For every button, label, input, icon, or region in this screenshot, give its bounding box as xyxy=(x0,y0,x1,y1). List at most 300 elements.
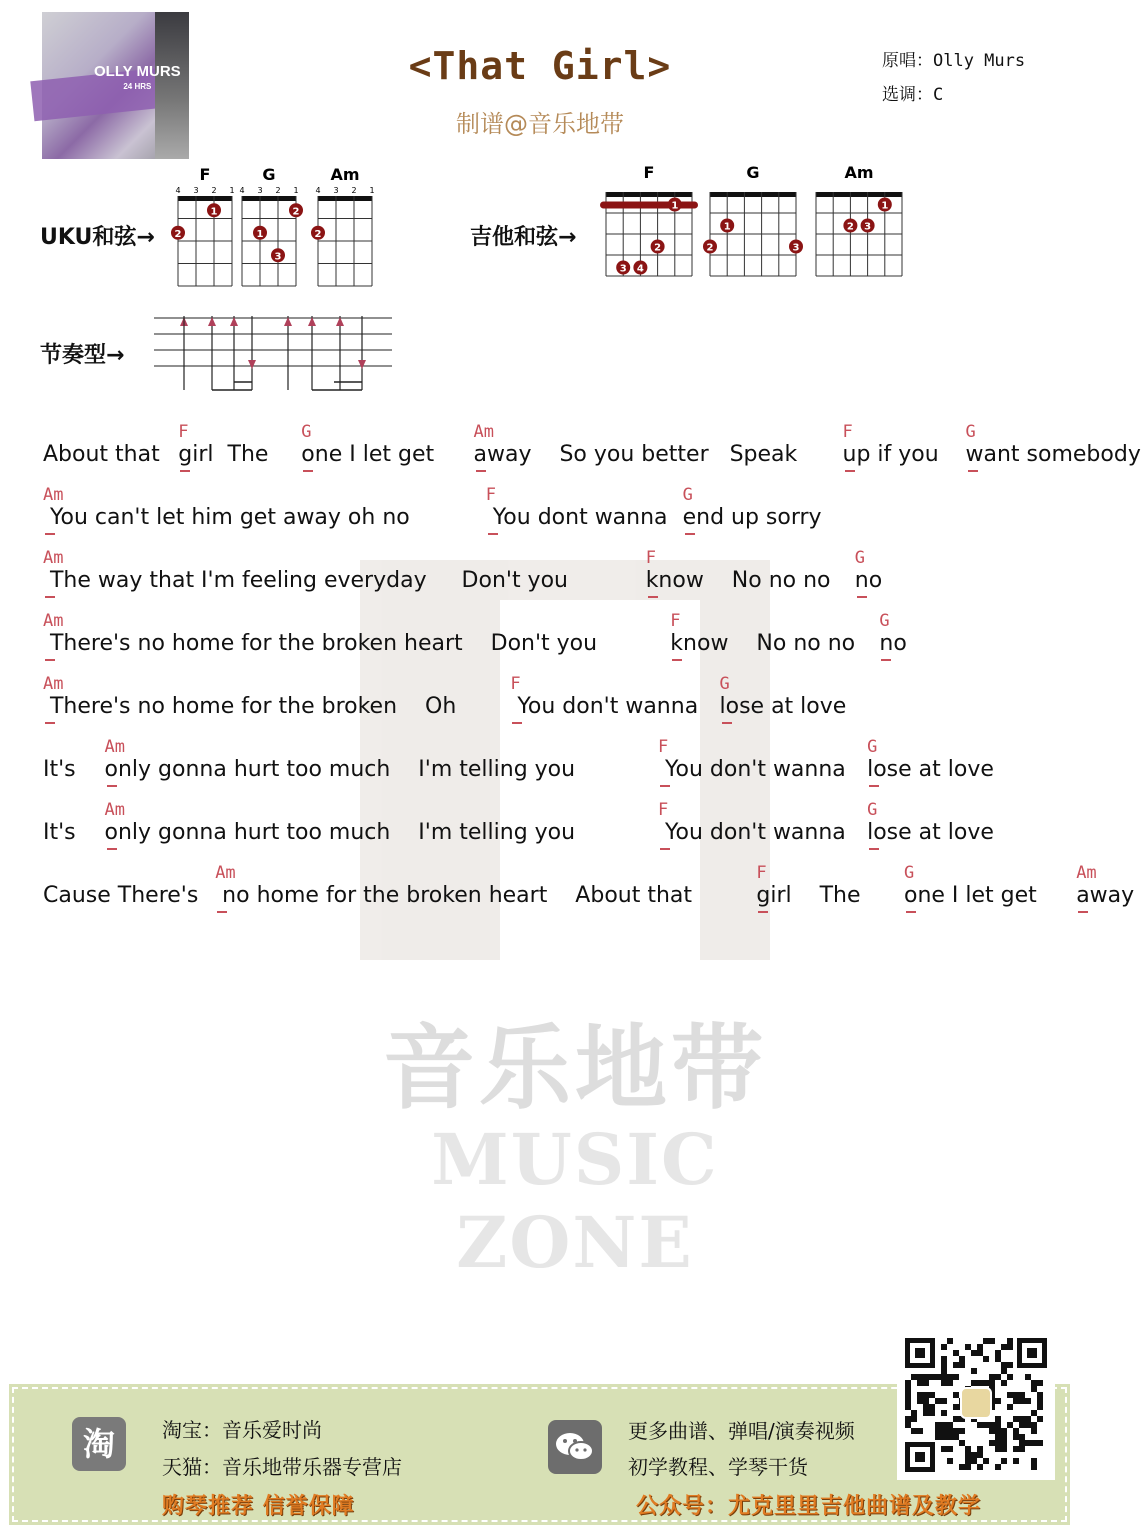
qr-module xyxy=(953,1392,959,1398)
uke-string-number: 3 xyxy=(333,186,339,195)
chord-position-mark xyxy=(107,848,117,850)
qr-module xyxy=(941,1410,947,1416)
qr-finder-core xyxy=(915,1452,925,1462)
qr-module xyxy=(1019,1392,1025,1398)
chord-position-mark xyxy=(217,911,227,913)
qr-module xyxy=(989,1374,995,1380)
qr-module xyxy=(1037,1416,1043,1422)
qr-module xyxy=(983,1422,989,1428)
qr-module xyxy=(953,1350,959,1356)
album-text xyxy=(94,64,181,94)
uke-chord-name: F xyxy=(199,165,211,184)
lyric-text: know No no no xyxy=(670,631,863,656)
chord-position-mark xyxy=(906,911,916,913)
qr-module xyxy=(905,1404,911,1410)
qr-module xyxy=(1031,1380,1037,1386)
wechat-line-1: 更多曲谱、弹唱/演奏视频 xyxy=(628,1419,855,1443)
chord-label: F xyxy=(485,485,497,505)
chord-label: F xyxy=(658,800,669,820)
chord-label: Am xyxy=(43,611,64,631)
watermark-cn: 音乐地带 xyxy=(382,1015,767,1122)
qr-module xyxy=(947,1338,953,1344)
qr-module xyxy=(911,1428,917,1434)
guitar-finger-number: 2 xyxy=(846,221,854,233)
chord-label: Am xyxy=(43,485,64,505)
qr-module xyxy=(983,1458,989,1464)
qr-module xyxy=(941,1356,947,1362)
lyric-line xyxy=(0,548,1079,608)
qr-module xyxy=(947,1422,953,1428)
uke-chord-name: G xyxy=(262,165,276,184)
lyric-line xyxy=(0,611,1079,671)
chord-label: Am xyxy=(1076,863,1097,883)
guitar-chord-name: F xyxy=(643,163,655,182)
chord-label: Am xyxy=(104,737,125,757)
chord-label: F xyxy=(178,422,189,442)
rhythm-down-arrow xyxy=(358,360,366,369)
qr-module xyxy=(911,1410,917,1416)
chord-position-mark xyxy=(1078,911,1088,913)
guitar-chords-label: 吉他和弦→ xyxy=(470,225,577,250)
tmall-shop: 天猫：音乐地带乐器专营店 xyxy=(162,1455,402,1479)
qr-module xyxy=(917,1380,923,1386)
qr-module xyxy=(983,1356,989,1362)
uke-string-number: 4 xyxy=(239,186,245,195)
qr-code-pattern xyxy=(905,1338,1047,1472)
qr-module xyxy=(1037,1398,1043,1404)
qr-module xyxy=(941,1344,947,1350)
lyric-text: only gonna hurt too much I'm telling you xyxy=(104,820,590,845)
album-artist: OLLY MURS xyxy=(94,63,181,80)
guitar-finger-number: 1 xyxy=(881,200,889,212)
guitar-finger-number: 2 xyxy=(706,242,714,254)
lyric-text: know No no no xyxy=(645,568,838,593)
lyric-text: want somebody xyxy=(965,442,1141,467)
chord-position-mark xyxy=(968,470,978,472)
chord-position-mark xyxy=(758,911,768,913)
guitar-finger-number: 3 xyxy=(864,221,872,233)
chord-position-mark xyxy=(45,722,55,724)
qr-module xyxy=(947,1458,953,1464)
guitar-chord-diagrams xyxy=(598,158,913,288)
qr-module xyxy=(941,1380,947,1386)
qr-module xyxy=(1031,1410,1037,1416)
guitar-finger-number: 2 xyxy=(654,242,662,254)
qr-module xyxy=(941,1374,947,1380)
qr-module xyxy=(1025,1416,1031,1422)
qr-module xyxy=(995,1422,1001,1428)
guitar-finger-number: 4 xyxy=(636,263,644,275)
qr-module xyxy=(1019,1422,1025,1428)
qr-module xyxy=(1037,1440,1043,1446)
slogan-left: 购琴推荐 信誉保障 xyxy=(162,1494,355,1519)
qr-module xyxy=(905,1386,911,1392)
lyric-line xyxy=(0,737,1079,797)
chord-label: G xyxy=(867,800,878,820)
qr-module xyxy=(947,1380,953,1386)
uke-string-number: 4 xyxy=(315,186,321,195)
uke-finger-number: 2 xyxy=(174,228,182,240)
qr-module xyxy=(977,1344,983,1350)
qr-module xyxy=(977,1452,983,1458)
chord-label: F xyxy=(645,548,656,568)
qr-module xyxy=(941,1446,947,1452)
qr-module xyxy=(923,1374,929,1380)
uke-chords-label: UKU和弦→ xyxy=(40,225,155,250)
qr-module xyxy=(977,1350,983,1356)
qr-module xyxy=(1007,1344,1013,1350)
uke-finger-number: 1 xyxy=(210,206,218,218)
qr-module xyxy=(965,1464,971,1470)
qr-module xyxy=(911,1416,917,1422)
qr-module xyxy=(995,1398,1001,1404)
chord-label: Am xyxy=(43,674,64,694)
lyric-text: no xyxy=(854,568,883,593)
qr-module xyxy=(1007,1404,1013,1410)
guitar-chord-name: G xyxy=(746,163,760,182)
chord-label: G xyxy=(904,863,915,883)
qr-module xyxy=(959,1356,965,1362)
qr-module xyxy=(1025,1374,1031,1380)
qr-module xyxy=(995,1440,1001,1446)
original-singer: 原唱：Olly Murs xyxy=(882,51,1026,71)
qr-module xyxy=(935,1398,941,1404)
qr-module xyxy=(917,1392,923,1398)
qr-module xyxy=(923,1398,929,1404)
qr-module xyxy=(1031,1386,1037,1392)
lyric-text: end up sorry xyxy=(682,505,822,530)
watermark-en: MUSIC ZONE xyxy=(431,1118,719,1284)
qr-module xyxy=(971,1368,977,1374)
qr-module xyxy=(1013,1428,1019,1434)
lyric-text: girl The xyxy=(178,442,276,467)
qr-module xyxy=(1013,1416,1019,1422)
guitar-finger-number: 1 xyxy=(723,221,731,233)
chord-label: F xyxy=(670,611,681,631)
guitar-nut xyxy=(816,192,902,197)
lyric-text: lose at love xyxy=(719,694,847,719)
uke-nut xyxy=(242,196,296,201)
qr-module xyxy=(977,1464,983,1470)
qr-module xyxy=(929,1404,935,1410)
lyric-text: You can't let him get away oh no xyxy=(43,505,431,530)
qr-module xyxy=(923,1392,929,1398)
lyric-line xyxy=(0,800,1079,860)
qr-module xyxy=(1007,1338,1013,1344)
chord-label: F xyxy=(756,863,767,883)
chord-label: F xyxy=(510,674,521,694)
chord-position-mark xyxy=(648,596,658,598)
chord-label: G xyxy=(879,611,890,631)
chord-label: G xyxy=(301,422,312,442)
uke-nut xyxy=(318,196,372,201)
lyric-text: You don't wanna xyxy=(658,757,853,782)
qr-module xyxy=(1031,1458,1037,1464)
lyric-text: It's xyxy=(43,820,83,845)
qr-module xyxy=(1013,1434,1019,1440)
lyric-text: About that xyxy=(43,442,167,467)
qr-module xyxy=(965,1452,971,1458)
uke-finger-number: 3 xyxy=(274,251,282,263)
lyric-text: You don't wanna xyxy=(658,820,853,845)
chord-label: F xyxy=(842,422,853,442)
qr-module xyxy=(989,1338,995,1344)
lyric-text: Cause There's xyxy=(43,883,206,908)
qr-module xyxy=(905,1380,911,1386)
qr-module xyxy=(1001,1434,1007,1440)
qr-module xyxy=(959,1362,965,1368)
qr-module xyxy=(995,1374,1001,1380)
qr-module xyxy=(953,1362,959,1368)
qr-module xyxy=(1013,1392,1019,1398)
qr-module xyxy=(935,1428,941,1434)
qr-module xyxy=(983,1380,989,1386)
chord-label: Am xyxy=(43,548,64,568)
qr-module xyxy=(1031,1464,1037,1470)
uke-finger-number: 2 xyxy=(314,228,322,240)
chord-position-mark xyxy=(45,533,55,535)
chord-position-mark xyxy=(660,785,670,787)
qr-module xyxy=(959,1440,965,1446)
qr-module xyxy=(959,1464,965,1470)
uke-string-number: 2 xyxy=(211,186,217,195)
chord-position-mark xyxy=(672,659,682,661)
qr-module xyxy=(1001,1380,1007,1386)
wechat-line-2: 初学教程、学琴干货 xyxy=(628,1455,808,1479)
qr-module xyxy=(995,1356,1001,1362)
chord-position-mark xyxy=(857,596,867,598)
qr-module xyxy=(995,1464,1001,1470)
lyric-text: The way that I'm feeling everyday Don't you xyxy=(43,568,575,593)
lyric-text: no xyxy=(879,631,907,656)
chord-position-mark xyxy=(45,596,55,598)
chord-label: G xyxy=(719,674,730,694)
uke-chord-name: Am xyxy=(330,165,360,184)
lyric-line xyxy=(0,863,1135,923)
qr-finder-core xyxy=(915,1348,925,1358)
qr-module xyxy=(935,1374,941,1380)
qr-module xyxy=(941,1434,947,1440)
chord-position-mark xyxy=(869,848,879,850)
qr-module xyxy=(941,1368,947,1374)
qr-module xyxy=(1025,1422,1031,1428)
lyric-text: It's xyxy=(43,757,83,782)
rhythm-down-arrow xyxy=(248,360,256,369)
taobao-icon: 淘 xyxy=(72,1417,126,1471)
qr-module xyxy=(1001,1458,1007,1464)
lyric-text: You don't wanna xyxy=(510,694,706,719)
rhythm-label: 节奏型→ xyxy=(40,343,125,368)
qr-module xyxy=(1001,1446,1007,1452)
key-info: 选调：C xyxy=(882,85,944,105)
qr-module xyxy=(971,1380,977,1386)
uke-string-number: 3 xyxy=(257,186,263,195)
lyric-text: girl The xyxy=(756,883,868,908)
chord-position-mark xyxy=(881,659,891,661)
qr-module xyxy=(917,1398,923,1404)
uke-string-number: 4 xyxy=(175,186,181,195)
uke-finger-number: 2 xyxy=(292,206,300,218)
chord-position-mark xyxy=(476,470,486,472)
qr-module xyxy=(929,1410,935,1416)
qr-module xyxy=(953,1416,959,1422)
qr-module xyxy=(971,1350,977,1356)
chord-position-mark xyxy=(869,785,879,787)
lyric-text: up if you xyxy=(842,442,946,467)
chord-position-mark xyxy=(685,533,695,535)
chord-position-mark xyxy=(180,470,190,472)
qr-module xyxy=(941,1398,947,1404)
qr-module xyxy=(1007,1422,1013,1428)
chord-position-mark xyxy=(845,470,855,472)
lyric-text: You dont wanna xyxy=(485,505,675,530)
chord-position-mark xyxy=(512,722,522,724)
qr-module xyxy=(1031,1422,1037,1428)
uke-string-number: 1 xyxy=(229,186,235,195)
qr-module xyxy=(1001,1368,1007,1374)
maker-credit: 制谱@音乐地带 xyxy=(456,110,624,138)
chord-position-mark xyxy=(722,722,732,724)
qr-module xyxy=(971,1458,977,1464)
qr-module xyxy=(1031,1428,1037,1434)
qr-module xyxy=(953,1434,959,1440)
qr-module xyxy=(1019,1446,1025,1452)
qr-module xyxy=(1007,1392,1013,1398)
qr-module xyxy=(977,1446,983,1452)
chord-label: Am xyxy=(473,422,494,442)
qr-finder-core xyxy=(1027,1348,1037,1358)
chord-position-mark xyxy=(488,533,498,535)
lyric-line xyxy=(0,485,1079,545)
qr-module xyxy=(1019,1416,1025,1422)
qr-module xyxy=(1013,1398,1019,1404)
lyric-text: lose at love xyxy=(867,820,994,845)
chord-position-mark xyxy=(107,785,117,787)
qr-module xyxy=(905,1392,911,1398)
chord-label: F xyxy=(658,737,669,757)
chord-position-mark xyxy=(303,470,313,472)
chord-position-mark xyxy=(660,848,670,850)
album-title: 24 HRS xyxy=(123,82,152,91)
qr-module xyxy=(953,1404,959,1410)
guitar-finger-number: 3 xyxy=(792,242,800,254)
lyric-text: one I let get xyxy=(904,883,1044,908)
qr-module xyxy=(1037,1380,1043,1386)
qr-module xyxy=(1037,1404,1043,1410)
lyric-text: away So you better Speak xyxy=(473,442,805,467)
uke-nut xyxy=(178,196,232,201)
qr-module xyxy=(1001,1428,1007,1434)
qr-module xyxy=(965,1344,971,1350)
qr-module xyxy=(917,1428,923,1434)
qr-center-logo xyxy=(961,1388,991,1418)
qr-module xyxy=(905,1416,911,1422)
qr-module xyxy=(1037,1392,1043,1398)
uke-finger-number: 1 xyxy=(256,228,264,240)
qr-module xyxy=(983,1338,989,1344)
wechat-icon xyxy=(548,1420,602,1474)
qr-module xyxy=(947,1446,953,1452)
qr-module xyxy=(1019,1440,1025,1446)
qr-module xyxy=(1031,1440,1037,1446)
qr-module xyxy=(905,1422,911,1428)
qr-module xyxy=(935,1434,941,1440)
lyric-text: one I let get xyxy=(301,442,442,467)
qr-module xyxy=(1013,1458,1019,1464)
qr-module xyxy=(989,1380,995,1386)
qr-module xyxy=(911,1374,917,1380)
qr-module xyxy=(1025,1440,1031,1446)
qr-module xyxy=(965,1446,971,1452)
guitar-finger-number: 3 xyxy=(619,263,627,275)
qr-module xyxy=(953,1428,959,1434)
qr-module xyxy=(947,1434,953,1440)
qr-module xyxy=(935,1422,941,1428)
lyric-text: no home for the broken heart About that xyxy=(215,883,700,908)
qr-module xyxy=(995,1446,1001,1452)
qr-module xyxy=(989,1422,995,1428)
qr-module xyxy=(971,1452,977,1458)
qr-module xyxy=(959,1428,965,1434)
qr-module xyxy=(995,1416,1001,1422)
qr-module xyxy=(1007,1374,1013,1380)
chord-label: Am xyxy=(215,863,236,883)
qr-module xyxy=(905,1398,911,1404)
qr-module xyxy=(941,1422,947,1428)
qr-module xyxy=(941,1428,947,1434)
lyric-text: away xyxy=(1076,883,1135,908)
qr-module xyxy=(989,1440,995,1446)
qr-module xyxy=(1007,1362,1013,1368)
qr-module xyxy=(1019,1398,1025,1404)
lyric-text: lose at love xyxy=(867,757,994,782)
uke-string-number: 3 xyxy=(193,186,199,195)
guitar-barre xyxy=(600,202,698,209)
chord-label: G xyxy=(867,737,878,757)
qr-module xyxy=(923,1380,929,1386)
uke-chord-diagrams xyxy=(170,162,385,294)
chord-label: G xyxy=(854,548,866,568)
guitar-nut xyxy=(606,192,692,197)
uke-string-number: 1 xyxy=(369,186,375,195)
qr-module xyxy=(953,1374,959,1380)
qr-code xyxy=(897,1330,1055,1480)
qr-module xyxy=(947,1374,953,1380)
qr-module xyxy=(965,1458,971,1464)
qr-module xyxy=(995,1434,1001,1440)
guitar-finger-number: 1 xyxy=(671,200,679,212)
qr-module xyxy=(1001,1344,1007,1350)
qr-module xyxy=(1001,1362,1007,1368)
qr-module xyxy=(989,1428,995,1434)
qr-module xyxy=(977,1380,983,1386)
song-title: <That Girl> xyxy=(408,44,672,88)
chord-label: G xyxy=(682,485,693,505)
guitar-chord-name: Am xyxy=(844,163,874,182)
qr-module xyxy=(923,1404,929,1410)
guitar-nut xyxy=(710,192,796,197)
uke-string-number: 2 xyxy=(351,186,357,195)
album-cover xyxy=(42,12,189,159)
qr-module xyxy=(1013,1446,1019,1452)
qr-module xyxy=(947,1428,953,1434)
chord-label: Am xyxy=(104,800,125,820)
taobao-shop: 淘宝：音乐爱时尚 xyxy=(162,1418,322,1442)
lyric-line xyxy=(0,674,1079,734)
lyric-text: There's no home for the broken heart Don't you xyxy=(43,631,605,656)
qr-module xyxy=(1019,1434,1025,1440)
qr-module xyxy=(929,1374,935,1380)
